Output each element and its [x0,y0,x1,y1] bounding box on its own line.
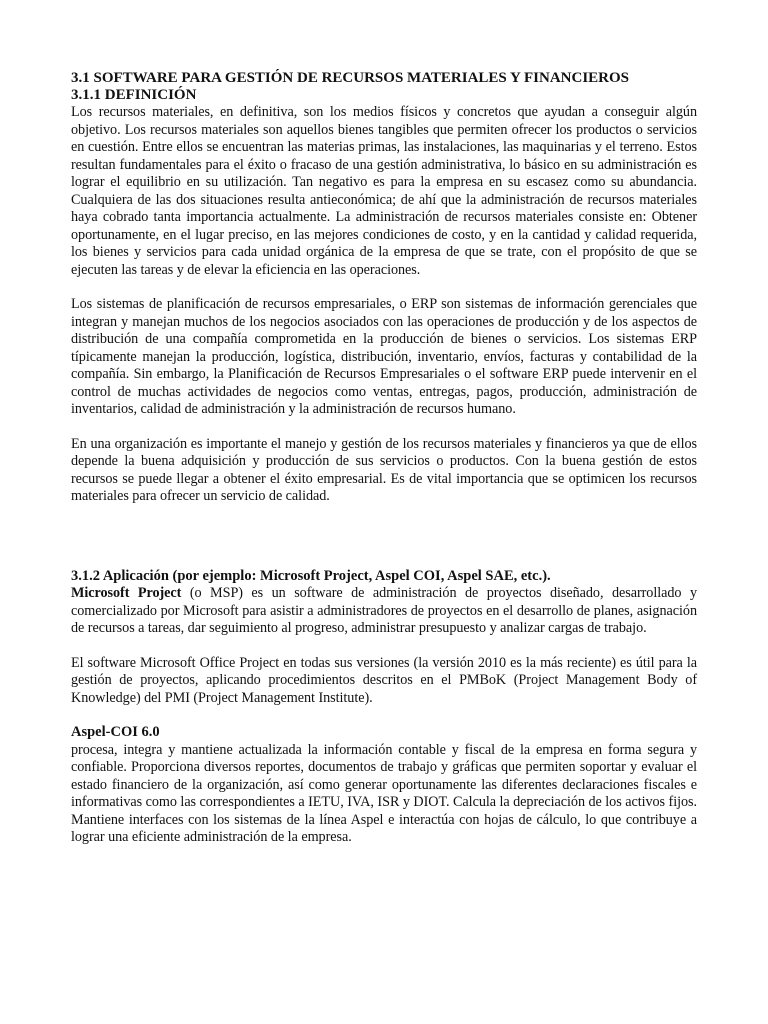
coi-heading: Aspel-COI 6.0 [71,724,160,740]
paragraph-spacer [71,279,697,296]
paragraph-spacer [71,638,697,655]
msp-paragraph-1 [71,585,697,638]
msp-paragraph-2: El software Microsoft Office Project en todas sus versiones (la versión 2010 es la más reciente) es útil para la gestión de proyectos, aplicando procedimientos descritos en el PMBoK (Project Management Body of Knowledge) del PMI (Project Management Institute). [71,654,697,706]
section-title: 3.1 SOFTWARE PARA GESTIÓN DE RECURSOS MATERIALES Y FINANCIEROS [71,70,630,86]
msp-label: Microsoft Project [71,585,182,601]
section-subtitle: 3.1.1 DEFINICIÓN [71,87,197,103]
paragraph-spacer [71,707,697,724]
msp-text: (o MSP) es un software de administración de proyectos diseñado, desarrollado y comercializado por Microsoft para asistir a administradores de proyectos en el desarrollo de planes, asignación de recursos a tareas, dar seguimiento al progreso, administrar presupuesto y analizar cargas de trabajo. [71,585,697,636]
definition-paragraph-3: En una organización es importante el manejo y gestión de los recursos materiales y financieros ya que de ellos depende la buena adquisición y producción de sus servicios o productos. Con la buena gestión de estos recursos se puede llegar a obtener el éxito empresarial. Es de vital importancia que se optimicen los recursos materiales para ofrecer un servicio de calidad. [71,435,697,504]
application-heading: 3.1.2 Aplicación (por ejemplo: Microsoft Project, Aspel COI, Aspel SAE, etc.). [71,567,551,584]
section-spacer [71,506,697,568]
paragraph-spacer [71,419,697,436]
definition-paragraph-2: Los sistemas de planificación de recursos empresariales, o ERP son sistemas de información gerenciales que integran y manejan muchos de los negocios asociados con las operaciones de producción y de los aspectos de distribución de una compañía comprometida en la producción de bienes o servicios. Los sistemas ERP típicamente manejan la producción, logística, distribución, inventario, envíos, facturas y contabilidad de la compañía. Sin embargo, la Planificación de Recursos Empresariales o el software ERP puede intervenir en el control de muchas actividades de negocios como ventas, entregas, pagos, producción, administración de inventarios, calidad de administración y la administración de recursos humano. [71,296,697,417]
definition-paragraph-1: Los recursos materiales, en definitiva, son los medios físicos y concretos que ayudan a conseguir algún objetivo. Los recursos materiales son aquellos bienes tangibles que permiten ofrecer los productos o servicios en cuestión. Entre ellos se encuentran las materias primas, las instalaciones, las maquinarias y el terreno. Estos resultan fundamentales para el éxito o fracaso de una gestión administrativa, lo básico en su administración es lograr el equilibrio en su utilización. Tan negativo es para la empresa en su escasez como su abundancia. Cualquiera de las dos situaciones resulta antieconómica; de ahí que la administración de recursos materiales haya cobrado tanta importancia actualmente. La administración de recursos materiales consiste en: Obtener oportunamente, en el lugar preciso, en las mejores condiciones de costo, y en la cantidad y calidad requerida, los bienes y servicios para cada unidad orgánica de la empresa de que se trate, con el propósito de que se ejecuten las tareas y de elevar la eficiencia en las operaciones. [71,104,697,278]
coi-paragraph: procesa, integra y mantiene actualizada la información contable y fiscal de la empresa en forma segura y confiable. Proporciona diversos reportes, documentos de trabajo y gráficas que permiten soportar y evaluar el estado financiero de la organización, así como generar oportunamente las diferentes declaraciones fiscales e informativas como las correspondientes a IETU, IVA, ISR y DIOT. Calcula la depreciación de los activos fijos. Mantiene interfaces con los sistemas de la línea Aspel e interactúa con hojas de cálculo, lo que contribuye a lograr una eficiente administración de la empresa. [71,741,697,845]
